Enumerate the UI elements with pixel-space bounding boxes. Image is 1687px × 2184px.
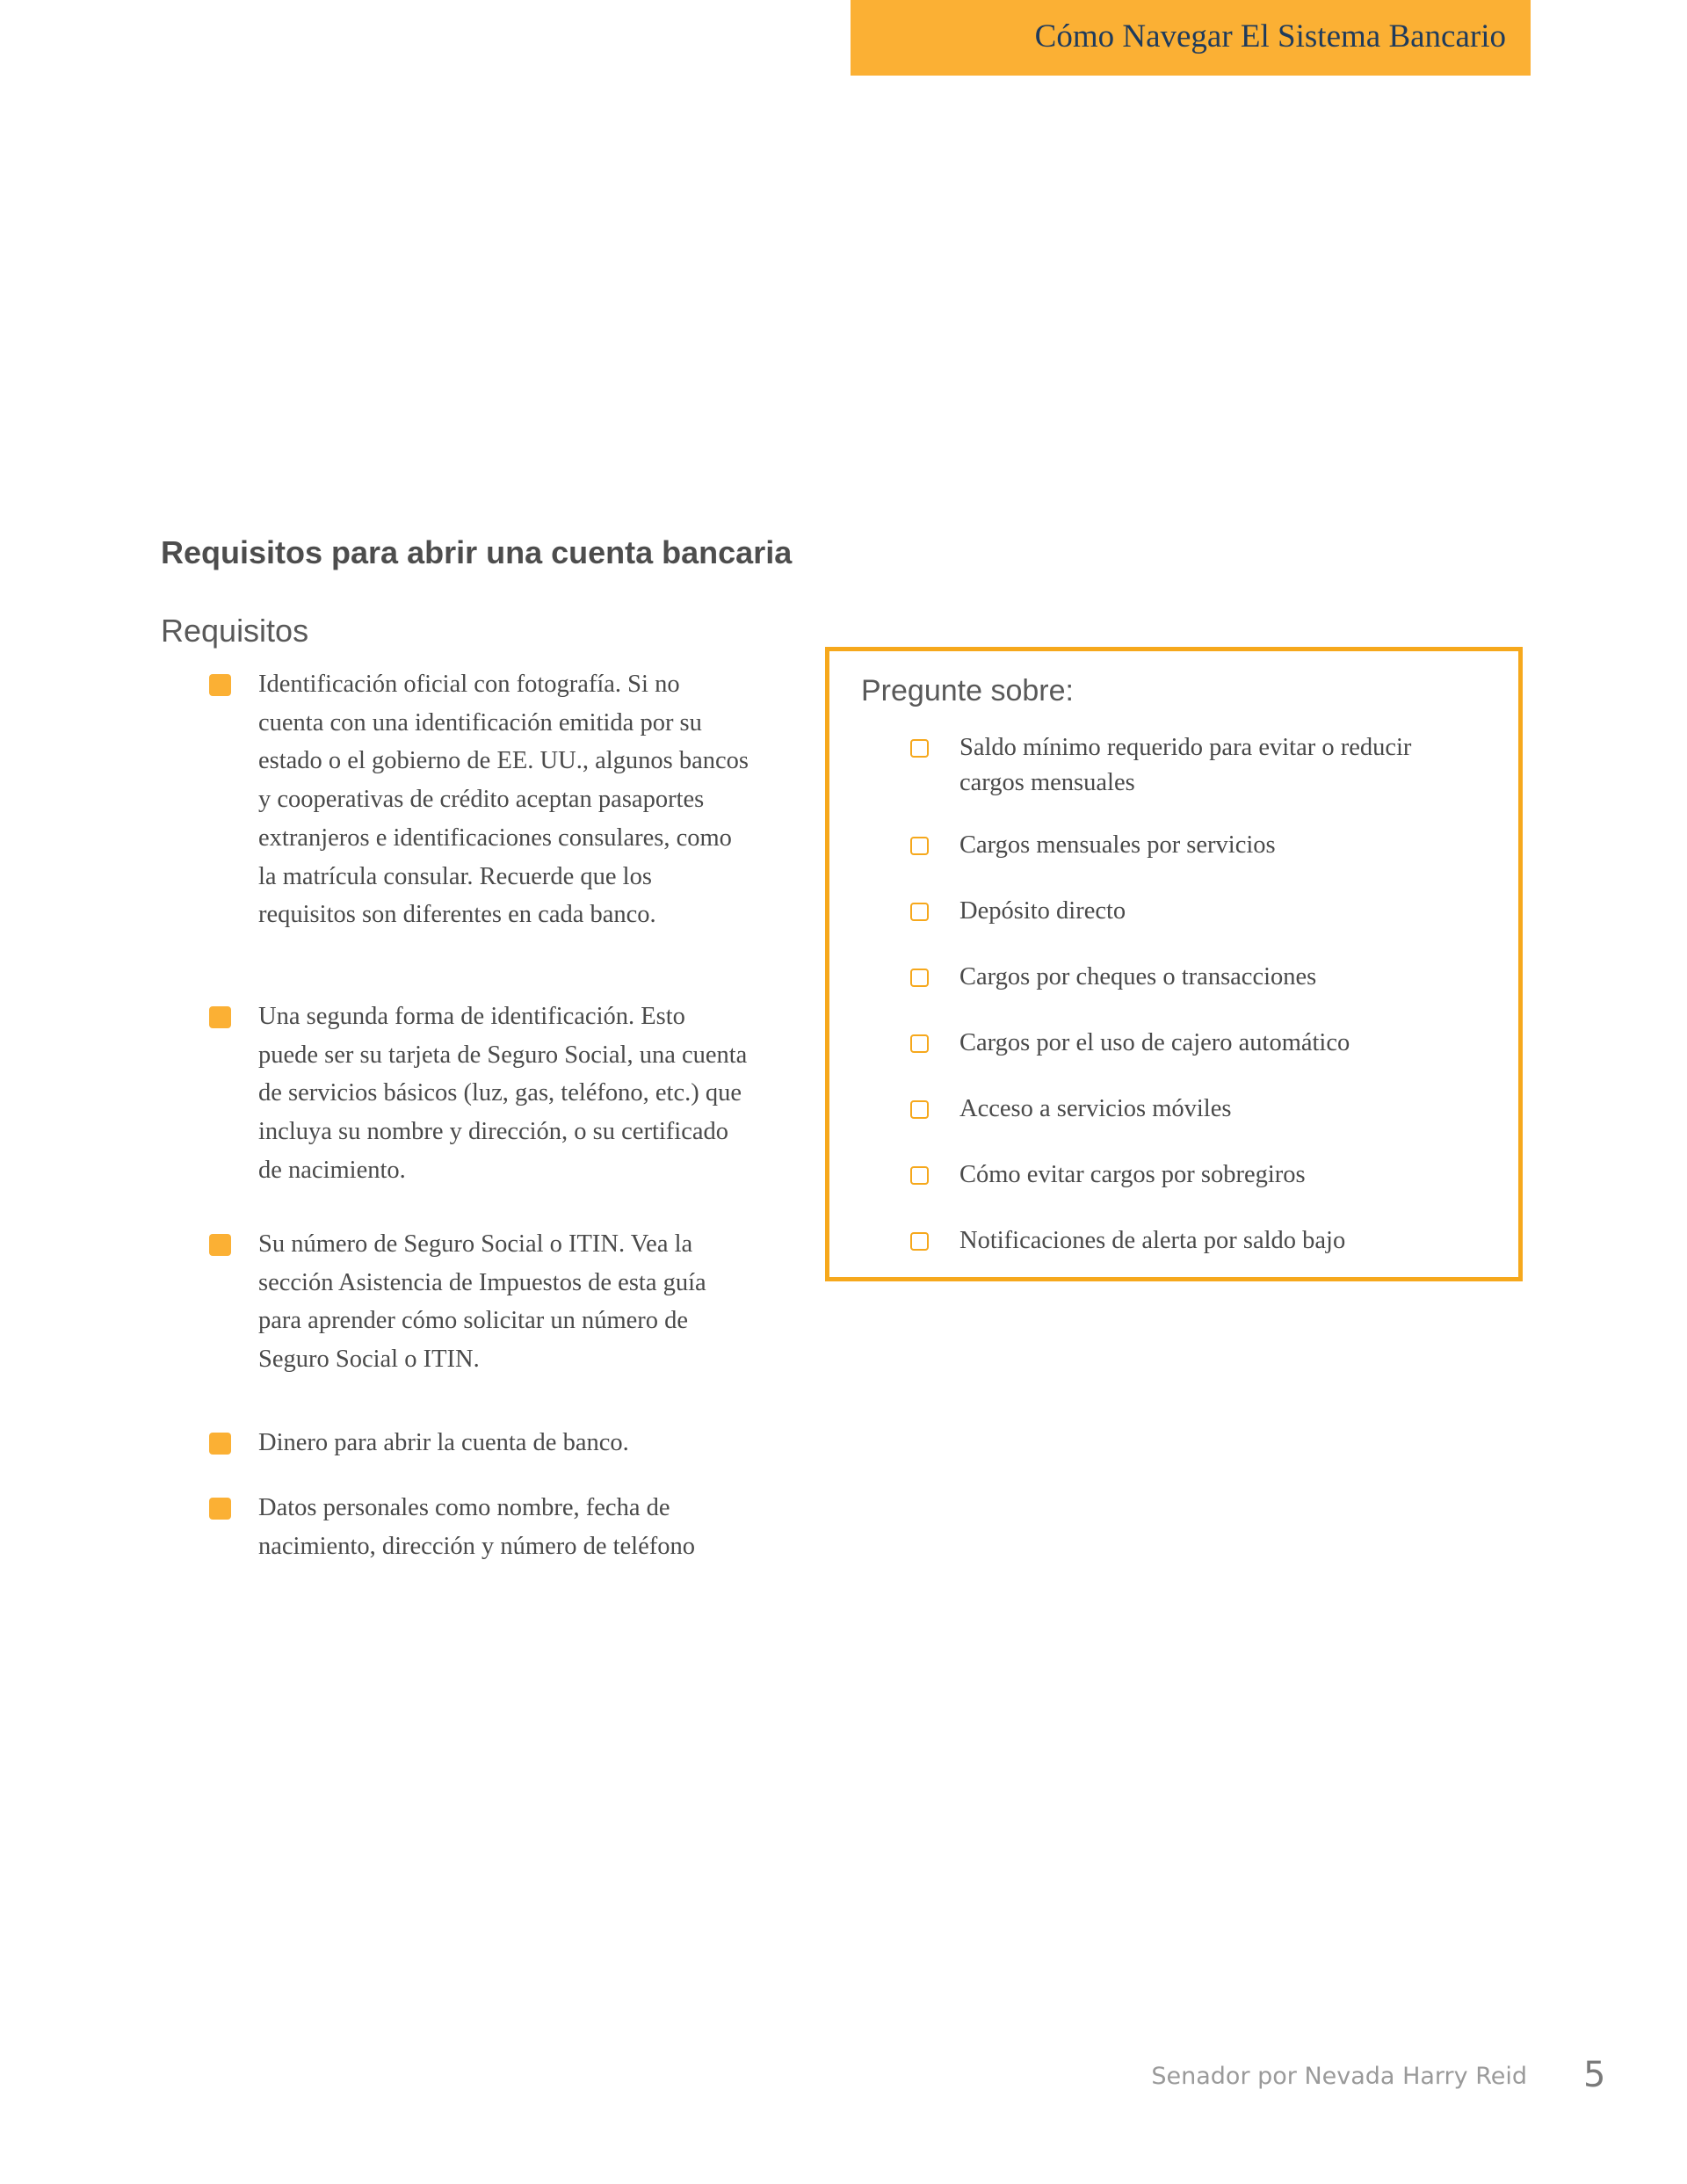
square-bullet-icon xyxy=(209,674,231,696)
square-bullet-icon xyxy=(209,1433,231,1455)
requirement-text: Dinero para abrir la cuenta de banco. xyxy=(258,1429,629,1456)
checklist-item-label: Depósito directo xyxy=(959,897,1126,925)
checklist-item-label: Cargos por cheques o transacciones xyxy=(959,963,1317,990)
ask-about-box xyxy=(825,647,1523,1281)
requirements-subheading: Requisitos xyxy=(161,613,309,649)
page-number: 5 xyxy=(1583,2055,1606,2095)
requirement-text: Una segunda forma de identificación. Esto puede ser su tarjeta de Seguro Social, una cuenta de servicios básicos (luz, gas, teléfono, etc.) que incluya su nombre y dirección, o su certificado de nacimiento. xyxy=(258,1003,748,1184)
footer-text: Senador por Nevada Harry Reid xyxy=(1151,2063,1527,2090)
checklist-item-label: Cargos mensuales por servicios xyxy=(959,831,1276,859)
checkbox-icon[interactable] xyxy=(910,1034,929,1053)
checkbox-icon[interactable] xyxy=(910,1166,929,1185)
square-bullet-icon xyxy=(209,1234,231,1256)
requirement-text: Datos personales como nombre, fecha de nacimiento, dirección y número de teléfono xyxy=(258,1494,695,1560)
ask-about-title: Pregunte sobre: xyxy=(861,674,1074,707)
checkbox-icon[interactable] xyxy=(910,903,929,921)
checklist-item-label: Saldo mínimo requerido para evitar o reducir cargos mensuales xyxy=(959,734,1412,796)
square-bullet-icon xyxy=(209,1006,231,1028)
requirement-text: Identificación oficial con fotografía. Si no cuenta con una identificación emitida por su estado o el gobierno de EE. UU., algunos bancos y cooperativas de crédito aceptan pasaportes extranjeros e identificaciones consulares, como la matrícula consular. Recuerde que los requisitos son diferentes en cada banco. xyxy=(258,671,749,929)
checkbox-icon[interactable] xyxy=(910,837,929,855)
requirement-text: Su número de Seguro Social o ITIN. Vea la sección Asistencia de Impuestos de esta guía para aprender cómo solicitar un número de Seguro Social o ITIN. xyxy=(258,1230,706,1374)
section-heading: Requisitos para abrir una cuenta bancaria xyxy=(161,534,793,570)
checklist-item-label: Notificaciones de alerta por saldo bajo xyxy=(959,1227,1346,1254)
square-bullet-icon xyxy=(209,1498,231,1520)
checkbox-icon[interactable] xyxy=(910,969,929,987)
checklist-item-label: Cómo evitar cargos por sobregiros xyxy=(959,1161,1306,1188)
header-bar xyxy=(851,0,1531,76)
checklist-item-label: Cargos por el uso de cajero automático xyxy=(959,1029,1350,1056)
checkbox-icon[interactable] xyxy=(910,739,929,758)
checkbox-icon[interactable] xyxy=(910,1232,929,1251)
checkbox-icon[interactable] xyxy=(910,1100,929,1119)
checklist-item-label: Acceso a servicios móviles xyxy=(959,1095,1232,1122)
header-title: Cómo Navegar El Sistema Bancario xyxy=(1034,18,1506,54)
